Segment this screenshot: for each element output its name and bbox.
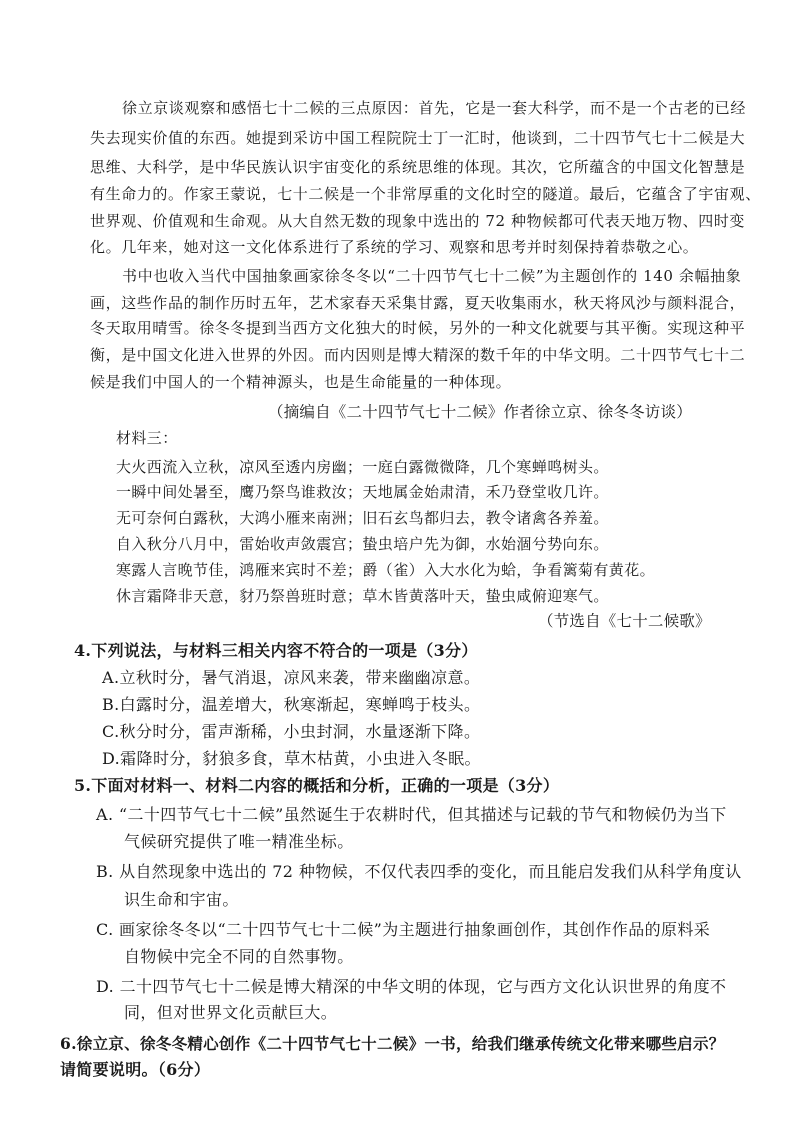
question-stem: 4.下列说法，与材料三相关内容不符合的一项是（3分） — [74, 641, 478, 660]
answer-option: A.立秋时分，暑气消退，凉风来袭，带来幽幽凉意。 — [102, 668, 481, 687]
poem-line: 休言霜降非天意，豺乃祭兽班时意；草木皆黄落叶天，蛰虫咸俯迎寒气。 — [116, 587, 609, 605]
material-two-line: 画，这些作品的制作历时五年，艺术家春天采集甘露，夏天收集雨水，秋天将风沙与颜料混合， — [90, 294, 746, 312]
material-two-line: 世界观、价值观和生命观。从大自然无数的现象中选出的 72 种物候都可代表天地万物、四时变 — [90, 212, 746, 230]
answer-option-continued: 识生命和宇宙。 — [124, 890, 239, 909]
poem-line: 大火西流入立秋，凉风至透内房幽；一庭白露微微降，几个寒蝉鸣树头。 — [116, 458, 609, 476]
answer-option: A. “二十四节气七十二候”虽然诞生于农耕时代，但其描述与记载的节气和物候仍为当下 — [96, 805, 727, 824]
poem-line: 无可奈何白露秋，大鸿小雁来南洲；旧石玄鸟都归去，教令诸禽各养羞。 — [116, 509, 609, 527]
answer-option: C. 画家徐冬冬以“二十四节气七十二候”为主题进行抽象画创作，其创作作品的原料采 — [96, 920, 711, 939]
material-two-line: 候是我们中国人的一个精神源头，也是生命能量的一种体现。 — [90, 373, 512, 391]
material-two-line: 冬天取用晴雪。徐冬冬提到当西方文化独大的时候，另外的一种文化就要与其平衡。实现这种平 — [90, 319, 746, 337]
poem-line: 寒露人言晚节佳，鸿雁来宾时不差；爵（雀）入大水化为蛤，争看篱菊有黄花。 — [116, 561, 656, 579]
answer-option-continued: 自物候中完全不同的自然事物。 — [124, 947, 354, 966]
material-two-line: 化。几年来，她对这一文化体系进行了系统的学习、观察和思考并时刻保持着恭敬之心。 — [90, 238, 699, 256]
question-stem: 5.下面对材料一、材料二内容的概括和分析，正确的一项是（3分） — [74, 776, 560, 795]
material-three-heading: 材料三： — [116, 429, 178, 447]
material-two-line: 有生命力的。作家王蒙说，七十二候是一个非常厚重的文化时空的隧道。最后，它蕴含了宇宙观、 — [90, 185, 761, 203]
poem-line: 一瞬中间处暑至，鹰乃祭鸟谁救汝；天地属金始肃清，禾乃登堂收几许。 — [116, 483, 609, 501]
material-two-line: 思维、大科学，是中华民族认识宇宙变化的系统思维的体现。其次，它所蕴含的中国文化智慧是 — [90, 158, 746, 176]
answer-option: C.秋分时分，雷声渐稀，小虫封洞，水量逐渐下降。 — [102, 722, 481, 741]
material-two-line: 徐立京谈观察和感悟七十二候的三点原因：首先，它是一套大科学，而不是一个古老的已经 — [122, 99, 747, 117]
answer-option: D. 二十四节气七十二候是博大精深的中华文明的体现，它与西方文化认识世界的角度不 — [96, 977, 727, 996]
answer-option: D.霜降时分，豺狼多食，草木枯黄，小虫进入冬眠。 — [102, 749, 481, 768]
material-three-source: （节选自《七十二候歌》 — [538, 612, 711, 630]
question-stem: 6.徐立京、徐冬冬精心创作《二十四节气七十二候》一书，给我们继承传统文化带来哪些启示？ — [60, 1034, 725, 1053]
answer-option-continued: 同，但对世界文化贡献巨大。 — [124, 1003, 338, 1022]
answer-option: B.白露时分，温差增大，秋寒渐起，寒蝉鸣于枝头。 — [102, 695, 481, 714]
answer-option-continued: 气候研究提供了唯一精准坐标。 — [124, 832, 354, 851]
material-two-line: 失去现实价值的东西。她提到采访中国工程院院士丁一汇时，他谈到，二十四节气七十二候是大 — [90, 129, 746, 147]
question-stem-continued: 请简要说明。（6分） — [60, 1060, 211, 1079]
material-two-source: （摘编自《二十四节气七十二候》作者徐立京、徐冬冬访谈） — [268, 403, 692, 421]
answer-option: B. 从自然现象中选出的 72 种物候，不仅代表四季的变化，而且能启发我们从科学角度认 — [96, 862, 742, 881]
material-two-line: 书中也收入当代中国抽象画家徐冬冬以“二十四节气七十二候”为主题创作的 140 余幅抽象 — [122, 267, 742, 285]
poem-line: 自入秋分八月中，雷始收声敛震宫；蛰虫培户先为御，水始涸兮势向东。 — [116, 535, 609, 553]
material-two-line: 衡，是中国文化进入世界的外因。而内因则是博大精深的数千年的中华文明。二十四节气七十二 — [90, 346, 746, 364]
